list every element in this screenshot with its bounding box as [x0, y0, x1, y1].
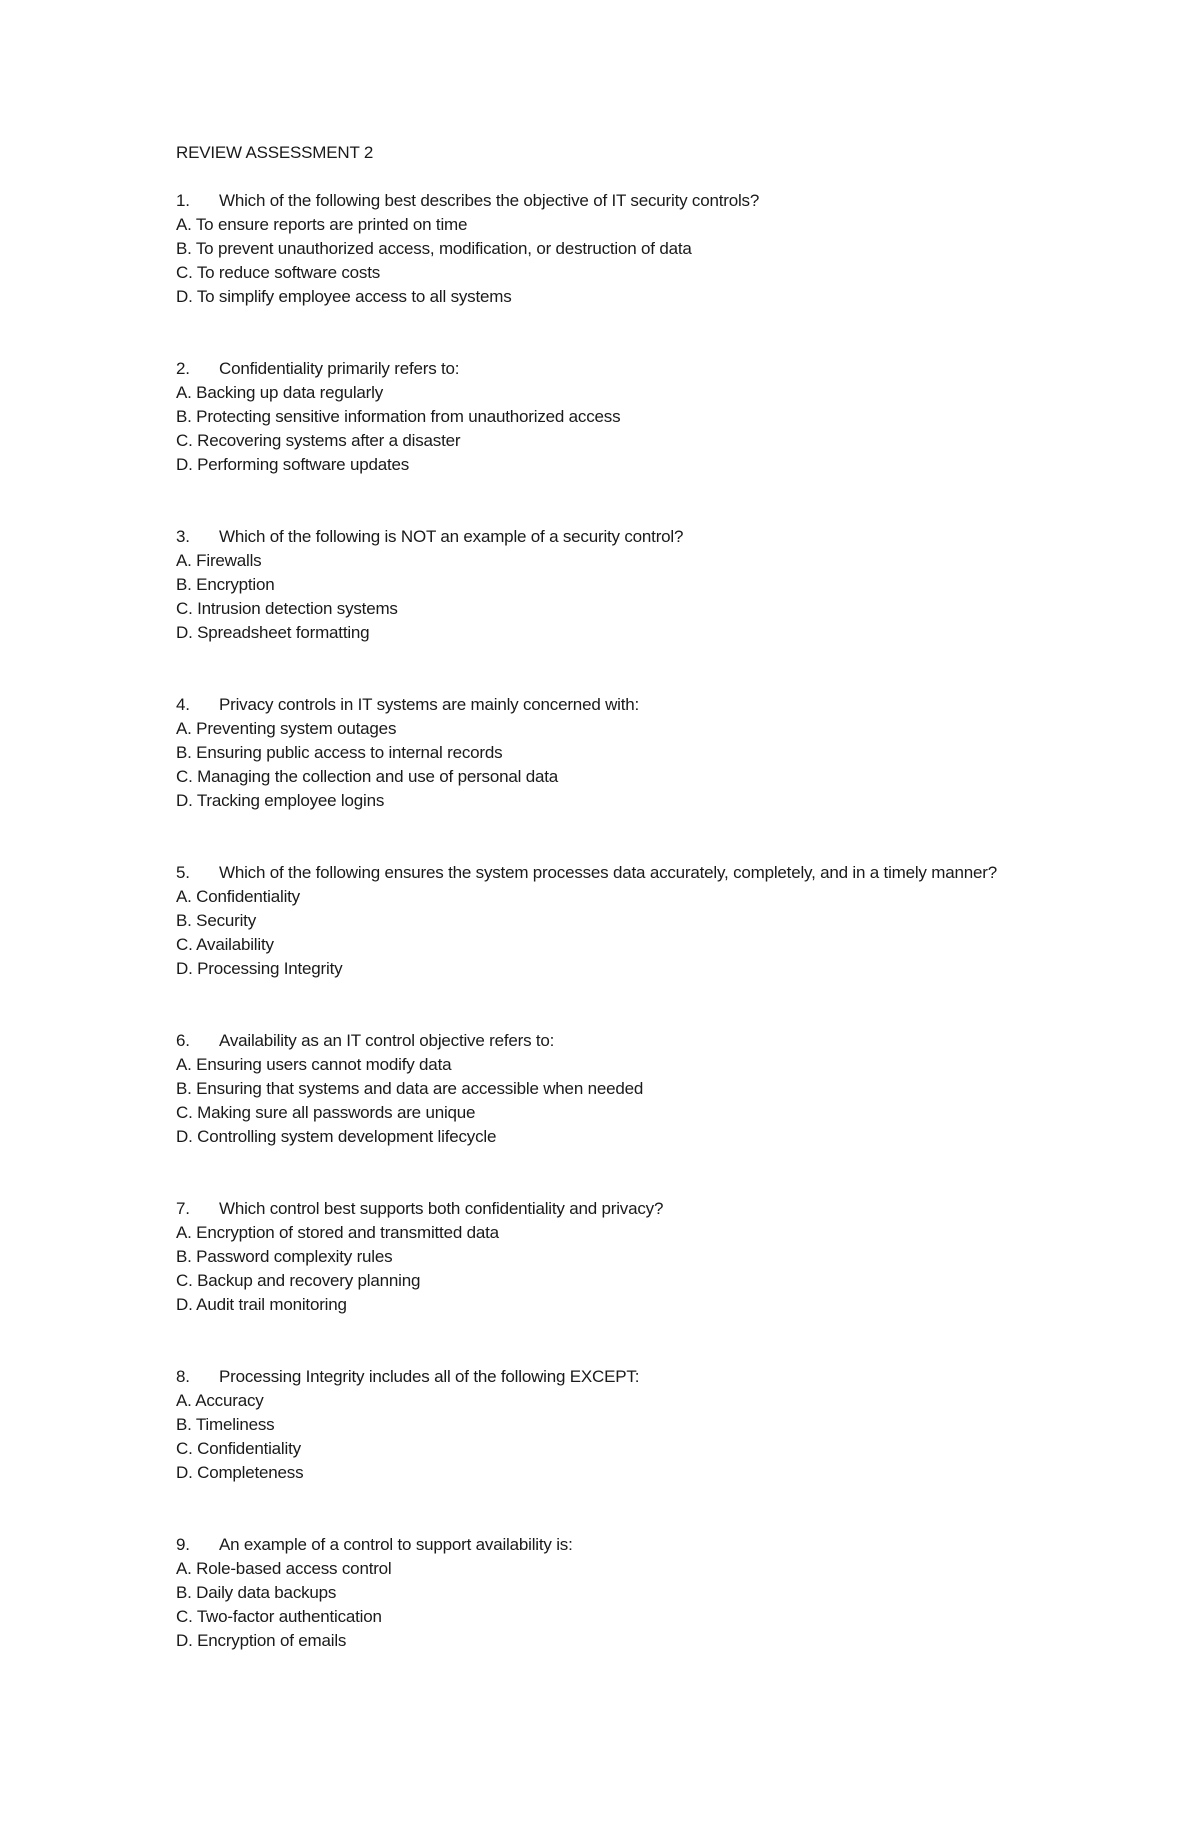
question-stem — [176, 1029, 1056, 1053]
question-text: Privacy controls in IT systems are mainly concerned with: — [219, 695, 640, 714]
answer-option-d: D. Encryption of emails — [176, 1631, 347, 1650]
question-text: Processing Integrity includes all of the following EXCEPT: — [219, 1367, 640, 1386]
question-text: Which of the following is NOT an example of a security control? — [219, 527, 684, 546]
answer-option-c: C. Intrusion detection systems — [176, 599, 398, 618]
answer-option-d: D. Processing Integrity — [176, 959, 343, 978]
question-7 — [176, 1197, 1056, 1317]
answer-option-a: A. Ensuring users cannot modify data — [176, 1055, 452, 1074]
question-stem — [176, 693, 1056, 717]
question-2 — [176, 357, 1056, 477]
question-text: Availability as an IT control objective refers to: — [219, 1031, 555, 1050]
answer-option-b: B. Protecting sensitive information from unauthorized access — [176, 407, 621, 426]
question-9 — [176, 1533, 1056, 1653]
question-number: 7. — [176, 1199, 190, 1218]
question-text: Which of the following ensures the system processes data accurately, completely, and in a timely manner? — [219, 863, 997, 882]
question-number: 1. — [176, 191, 190, 210]
answer-option-d: D. Performing software updates — [176, 455, 410, 474]
answer-option-b: B. Ensuring that systems and data are accessible when needed — [176, 1079, 644, 1098]
question-4 — [176, 693, 1056, 813]
answer-option-c: C. Two-factor authentication — [176, 1607, 382, 1626]
question-number: 5. — [176, 863, 190, 882]
answer-option-a: A. Backing up data regularly — [176, 383, 384, 402]
answer-option-d: D. Tracking employee logins — [176, 791, 385, 810]
answer-option-a: A. Preventing system outages — [176, 719, 397, 738]
answer-option-d: D. Completeness — [176, 1463, 304, 1482]
question-text: Which control best supports both confidentiality and privacy? — [219, 1199, 664, 1218]
answer-option-c: C. Managing the collection and use of personal data — [176, 767, 559, 786]
question-stem — [176, 861, 1056, 885]
question-number: 4. — [176, 695, 190, 714]
question-number: 2. — [176, 359, 190, 378]
answer-option-d: D. To simplify employee access to all systems — [176, 287, 512, 306]
question-stem — [176, 1197, 1056, 1221]
answer-option-c: C. Availability — [176, 935, 274, 954]
question-text: Which of the following best describes the objective of IT security controls? — [219, 191, 760, 210]
answer-option-c: C. Making sure all passwords are unique — [176, 1103, 476, 1122]
question-stem — [176, 189, 1056, 213]
question-number: 3. — [176, 527, 190, 546]
question-stem — [176, 525, 1056, 549]
answer-option-c: C. Confidentiality — [176, 1439, 301, 1458]
answer-option-b: B. Timeliness — [176, 1415, 275, 1434]
answer-option-c: C. To reduce software costs — [176, 263, 381, 282]
answer-option-b: B. To prevent unauthorized access, modification, or destruction of data — [176, 239, 692, 258]
answer-option-d: D. Audit trail monitoring — [176, 1295, 347, 1314]
answer-option-b: B. Daily data backups — [176, 1583, 337, 1602]
question-stem — [176, 1533, 1056, 1557]
answer-option-c: C. Backup and recovery planning — [176, 1271, 421, 1290]
answer-option-b: B. Security — [176, 911, 256, 930]
answer-option-b: B. Password complexity rules — [176, 1247, 393, 1266]
answer-option-a: A. Confidentiality — [176, 887, 300, 906]
question-stem — [176, 357, 1056, 381]
question-text: An example of a control to support availability is: — [219, 1535, 573, 1554]
document-page — [176, 141, 1056, 1701]
question-1 — [176, 189, 1056, 309]
answer-option-b: B. Ensuring public access to internal records — [176, 743, 503, 762]
question-8 — [176, 1365, 1056, 1485]
answer-option-b: B. Encryption — [176, 575, 275, 594]
answer-option-a: A. Accuracy — [176, 1391, 264, 1410]
question-6 — [176, 1029, 1056, 1149]
answer-option-a: A. To ensure reports are printed on time — [176, 215, 468, 234]
question-5 — [176, 861, 1056, 981]
question-text: Confidentiality primarily refers to: — [219, 359, 460, 378]
answer-option-a: A. Role-based access control — [176, 1559, 392, 1578]
answer-option-c: C. Recovering systems after a disaster — [176, 431, 461, 450]
question-3 — [176, 525, 1056, 645]
question-number: 8. — [176, 1367, 190, 1386]
question-number: 6. — [176, 1031, 190, 1050]
answer-option-a: A. Firewalls — [176, 551, 262, 570]
question-stem — [176, 1365, 1056, 1389]
question-number: 9. — [176, 1535, 190, 1554]
answer-option-d: D. Spreadsheet formatting — [176, 623, 370, 642]
answer-option-a: A. Encryption of stored and transmitted data — [176, 1223, 499, 1242]
answer-option-d: D. Controlling system development lifecycle — [176, 1127, 497, 1146]
document-title: REVIEW ASSESSMENT 2 — [176, 143, 374, 162]
